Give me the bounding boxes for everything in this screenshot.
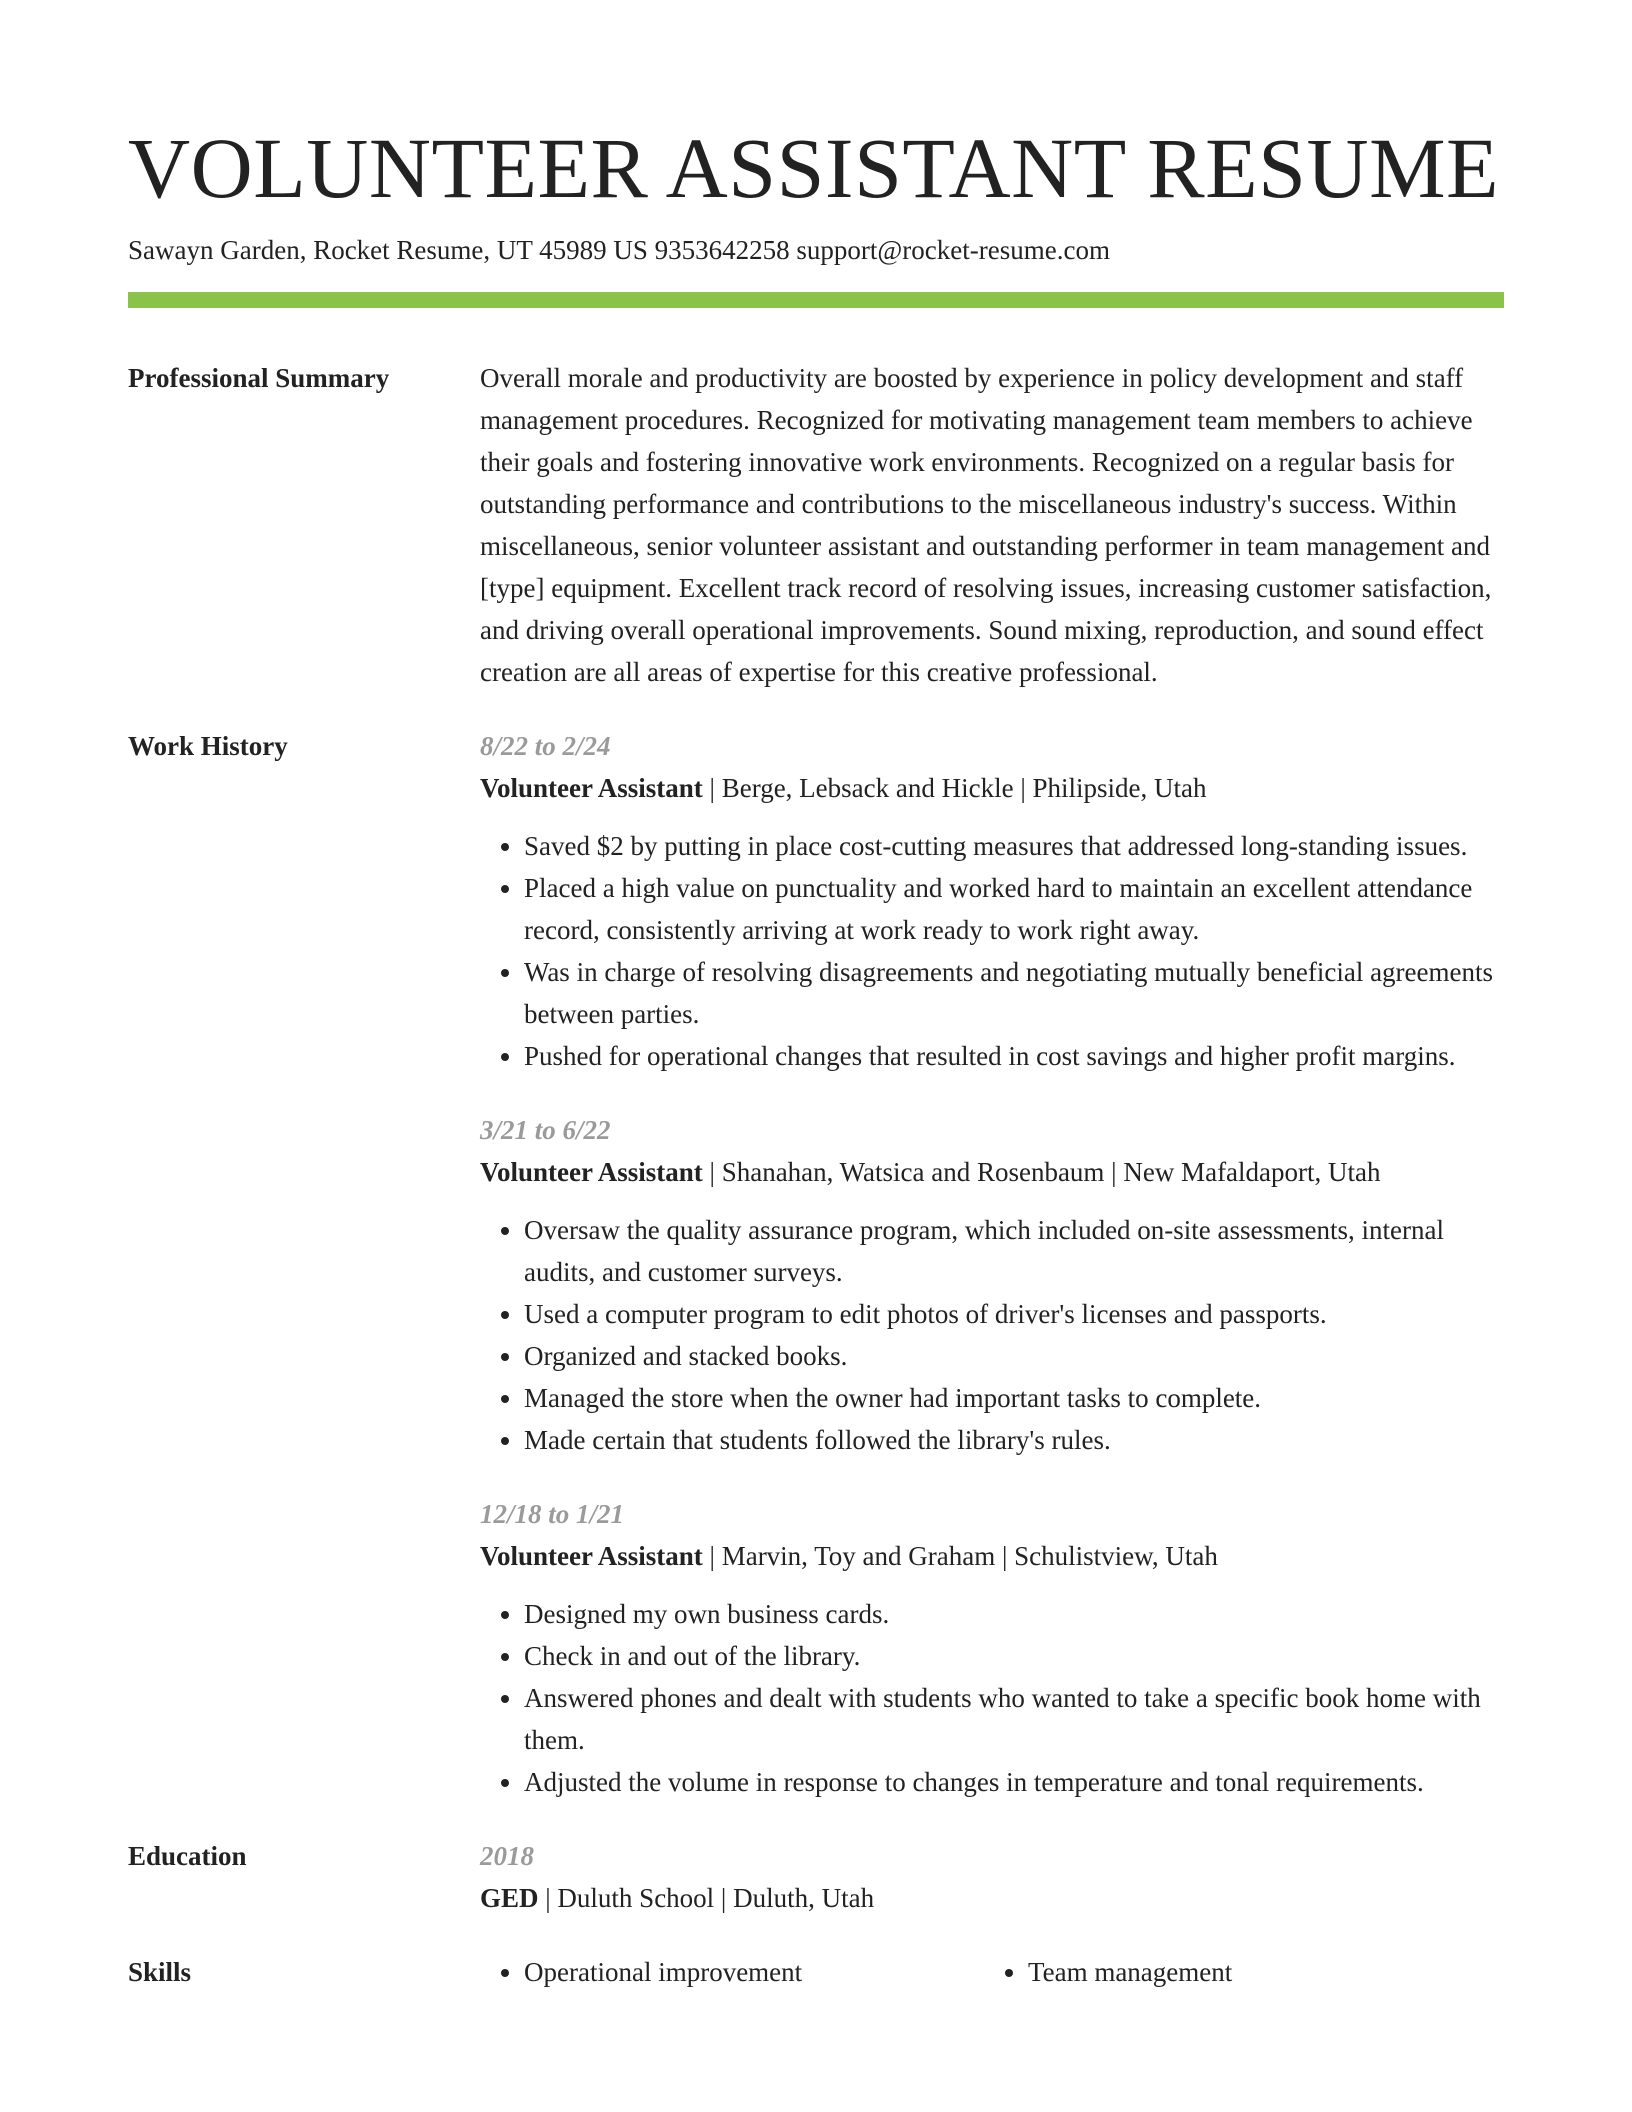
job-dates: 12/18 to 1/21 [480,1499,625,1529]
skills-column-left [480,1951,984,1993]
job-title: Volunteer Assistant [480,1157,703,1187]
job-entry [480,725,1504,1077]
job-bullets [480,825,1504,1077]
job-bullet: • Used a computer program to edit photos of driver's licenses and passports. [524,1293,1504,1335]
job-bullet: • Answered phones and dealt with students who wanted to take a specific book home with them. [524,1677,1504,1761]
job-bullet: • Was in charge of resolving disagreements and negotiating mutually beneficial agreements between parties. [524,951,1504,1035]
education-details: | Duluth School | Duluth, Utah [538,1883,875,1913]
work-history-body [480,725,1504,1803]
skills-column-right [984,1951,1488,1993]
job-bullet: • Placed a high value on punctuality and worked hard to maintain an excellent attendance record, consistently arriving at work ready to work right away. [524,867,1504,951]
job-bullet: • Adjusted the volume in response to changes in temperature and tonal requirements. [524,1761,1504,1803]
section-label-skills: Skills [128,1957,192,1987]
job-title: Volunteer Assistant [480,773,703,803]
job-bullets [480,1209,1504,1461]
skill-item: • Operational improvement [524,1951,984,1993]
job-bullets [480,1593,1504,1803]
education-degree: GED [480,1883,539,1913]
job-bullet: • Pushed for operational changes that resulted in cost savings and higher profit margins. [524,1035,1504,1077]
job-heading [480,1151,1504,1193]
job-dates: 8/22 to 2/24 [480,731,611,761]
education-body [480,1835,1504,1919]
job-details: | Berge, Lebsack and Hickle | Philipside, Utah [702,773,1207,803]
accent-divider [128,292,1504,308]
job-dates: 3/21 to 6/22 [480,1115,611,1145]
section-label-education: Education [128,1841,247,1871]
education-section [128,1835,1504,1919]
job-bullet: • Managed the store when the owner had important tasks to complete. [524,1377,1504,1419]
job-details: | Shanahan, Watsica and Rosenbaum | New Mafaldaport, Utah [702,1157,1381,1187]
skills-section [128,1951,1504,1993]
job-entry [480,1109,1504,1461]
job-heading [480,1535,1504,1577]
skill-item: • Team management [1028,1951,1488,1993]
job-details: | Marvin, Toy and Graham | Schulistview, Utah [702,1541,1218,1571]
work-history-section [128,725,1504,1803]
section-label-work-history: Work History [128,731,288,761]
job-bullet: • Oversaw the quality assurance program, which included on-site assessments, internal audits, and customer surveys. [524,1209,1504,1293]
job-bullet: • Designed my own business cards. [524,1593,1504,1635]
skills-grid [480,1951,1504,1993]
section-label-summary: Professional Summary [128,363,390,393]
job-title: Volunteer Assistant [480,1541,703,1571]
job-bullet: • Made certain that students followed the library's rules. [524,1419,1504,1461]
job-bullet: • Organized and stacked books. [524,1335,1504,1377]
summary-text: Overall morale and productivity are boosted by experience in policy development and staff management procedures. Recognized for motivating management team members to achieve their goals and fostering innovative work environments. Recognized on a regular basis for outstanding performance and contributions to the miscellaneous industry's success. Within miscellaneous, senior volunteer assistant and outstanding performer in team management and [type] equipment. Excellent track record of resolving issues, increasing customer satisfaction, and driving overall operational improvements. Sound mixing, reproduction, and sound effect creation are all areas of expertise for this creative professional. [480,363,1492,687]
summary-section [128,357,1504,693]
resume-title: VOLUNTEER ASSISTANT RESUME [128,120,1500,216]
education-year: 2018 [480,1841,534,1871]
job-bullet: • Check in and out of the library. [524,1635,1504,1677]
contact-line: Sawayn Garden, Rocket Resume, UT 45989 US 9353642258 support@rocket-resume.com [128,235,1110,265]
job-bullet: • Saved $2 by putting in place cost-cutting measures that addressed long-standing issues. [524,825,1504,867]
skills-body [480,1951,1504,1993]
job-entry [480,1493,1504,1803]
education-heading [480,1877,1504,1919]
resume-page [128,118,1504,1993]
job-heading [480,767,1504,809]
